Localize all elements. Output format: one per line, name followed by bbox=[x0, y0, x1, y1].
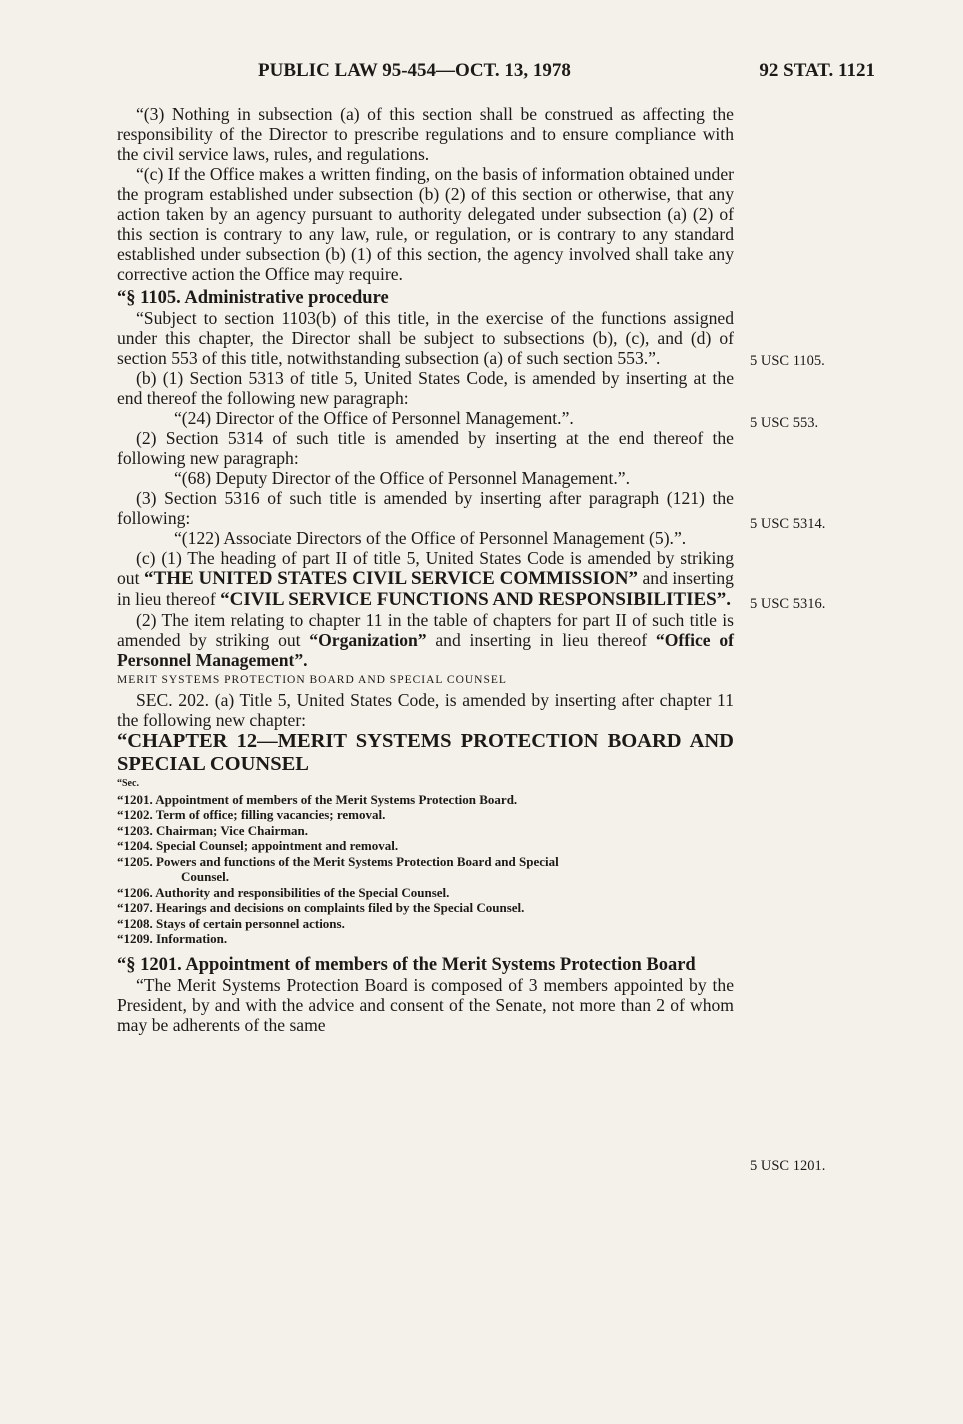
main-text-column bbox=[117, 104, 734, 1035]
paragraph: “(122) Associate Directors of the Office of Personnel Management (5).”. bbox=[174, 528, 687, 548]
section-heading-1105: “§ 1105. Administrative procedure bbox=[117, 288, 389, 308]
toc-item: “1206. Authority and responsibilities of the Special Counsel. bbox=[117, 884, 450, 900]
toc-item: “1202. Term of office; filling vacancies; removal. bbox=[117, 807, 386, 822]
toc-item: “1203. Chairman; Vice Chairman. bbox=[117, 822, 309, 838]
text-run: (2) The item relating to chapter 11 in the table of chapters for part II of such title is amended by striking out bbox=[117, 610, 734, 650]
toc-item: “1207. Hearings and decisions on complaints filed by the Special Counsel. bbox=[117, 900, 525, 915]
toc-item: “1208. Stays of certain personnel actions. bbox=[117, 915, 345, 931]
table-of-sections bbox=[117, 776, 734, 947]
running-header-right: 92 STAT. 1121 bbox=[759, 60, 875, 81]
bold-run: “Office of Personnel Management”. bbox=[117, 630, 734, 670]
bold-run: “THE UNITED STATES CIVIL SERVICE COMMISSION” bbox=[144, 568, 638, 589]
paragraph: (3) Section 5316 of such title is amended by inserting after paragraph (121) the following: bbox=[117, 488, 734, 528]
paragraph: “(24) Director of the Office of Personnel Management.”. bbox=[174, 408, 574, 428]
paragraph: “(c) If the Office makes a written finding, on the basis of information obtained under the program established under subsection (b) (2) of this section or otherwise, that any action taken by an agency pursuant to authority delegated under subsection (a) (2) of this section is contrary to any law, rule, or regulation, or is contrary to any standard established under subsection (b) (1) of this section, the agency involved shall take any corrective action the Office may require. bbox=[117, 164, 734, 284]
toc-item: “1201. Appointment of members of the Merit Systems Protection Board. bbox=[117, 791, 518, 807]
toc-sec-label: “Sec. bbox=[117, 778, 139, 789]
paragraph: “(3) Nothing in subsection (a) of this section shall be construed as affecting the responsibility of the Director to prescribe regulations and to ensure compliance with the civil service laws, rules, and regulations. bbox=[117, 104, 734, 164]
toc-item: “1209. Information. bbox=[117, 931, 228, 946]
paragraph: (2) Section 5314 of such title is amended by inserting at the end thereof the following new paragraph: bbox=[117, 428, 734, 468]
margin-note: 5 USC 1201. bbox=[750, 1158, 826, 1174]
paragraph: “(68) Deputy Director of the Office of Personnel Management.”. bbox=[174, 468, 630, 488]
text-run: and inserting in lieu thereof bbox=[426, 630, 656, 650]
bold-run: “CIVIL SERVICE FUNCTIONS AND RESPONSIBILITIES”. bbox=[220, 589, 731, 610]
toc-item: “1205. Powers and functions of the Merit Systems Protection Board and Special bbox=[117, 853, 559, 869]
paragraph bbox=[117, 610, 734, 670]
margin-note: 5 USC 1105. bbox=[750, 353, 825, 369]
toc-item: “1204. Special Counsel; appointment and removal. bbox=[117, 838, 399, 853]
running-header-left: PUBLIC LAW 95-454—OCT. 13, 1978 bbox=[258, 60, 571, 81]
paragraph bbox=[117, 548, 734, 610]
text-run: (c) (1) The heading of part II of title 5, United States Code is amended by striking out bbox=[117, 548, 734, 588]
paragraph: (b) (1) Section 5313 of title 5, United States Code, is amended by inserting at the end thereof the following new paragraph: bbox=[117, 368, 734, 408]
margin-note: 5 USC 5316. bbox=[750, 596, 826, 612]
toc-item-continuation: Counsel. bbox=[181, 869, 230, 884]
margin-note: 5 USC 5314. bbox=[750, 516, 826, 532]
text-run: and inserting in lieu thereof bbox=[117, 568, 734, 609]
bold-run: “Organization” bbox=[309, 630, 427, 650]
section-heading-1201: “§ 1201. Appointment of members of the Merit Systems Protection Board bbox=[117, 954, 696, 975]
margin-note: 5 USC 553. bbox=[750, 415, 819, 431]
paragraph: “The Merit Systems Protection Board is composed of 3 members appointed by the President, by and with the advice and consent of the Senate, not more than 2 of whom may be adherents of the same bbox=[117, 974, 734, 1035]
chapter-heading: “CHAPTER 12—MERIT SYSTEMS PROTECTION BOARD AND SPECIAL COUNSEL bbox=[117, 730, 734, 775]
paragraph: SEC. 202. (a) Title 5, United States Code, is amended by inserting after chapter 11 the following new chapter: bbox=[117, 690, 734, 730]
paragraph: “Subject to section 1103(b) of this title, in the exercise of the functions assigned under this chapter, the Director shall be subject to subsections (b), (c), and (d) of section 553 of this title, notwithstanding subsection (a) of such section 553.”. bbox=[117, 308, 734, 368]
subtitle: MERIT SYSTEMS PROTECTION BOARD AND SPECIAL COUNSEL bbox=[117, 674, 507, 686]
